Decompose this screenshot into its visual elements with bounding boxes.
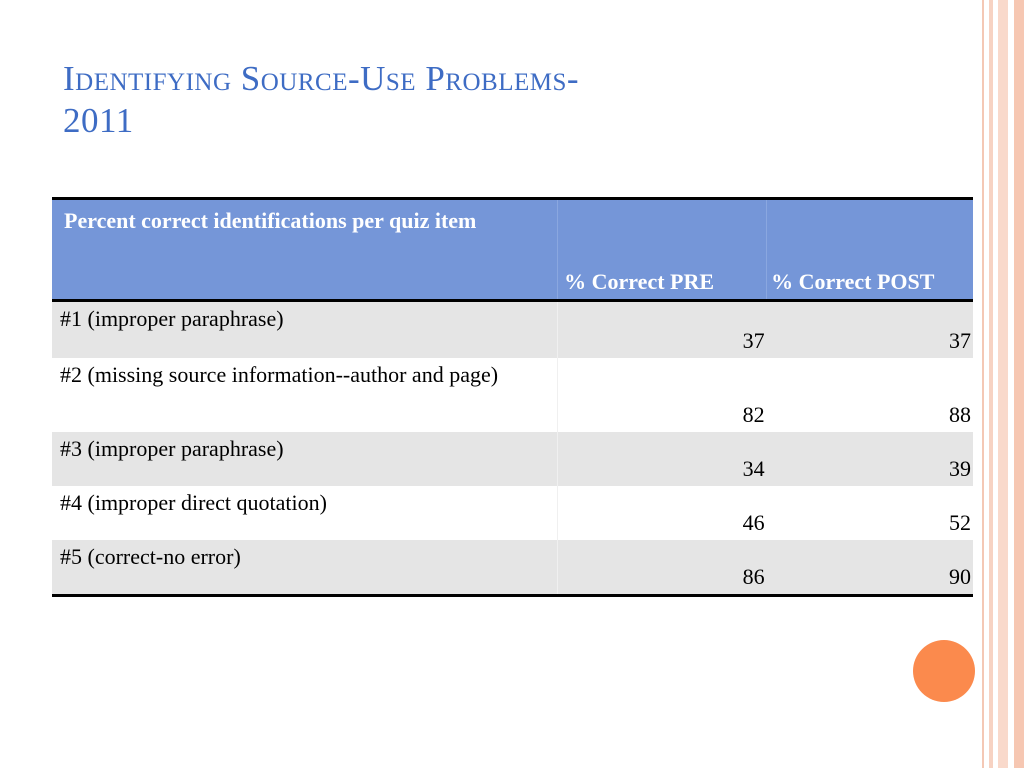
slide-title-line-1: Identifying Source-Use Problems- — [63, 59, 580, 98]
slide-title — [63, 58, 923, 142]
row-item: #4 (improper direct quotation) — [60, 490, 327, 515]
row-item: #1 (improper paraphrase) — [60, 306, 284, 331]
results-table — [52, 197, 973, 597]
header-pre: % Correct PRE — [558, 199, 767, 301]
table-header-row — [52, 199, 973, 301]
row-post-value: 90 — [767, 540, 973, 596]
slide-title-line-2: 2011 — [63, 101, 134, 140]
row-pre-value: 46 — [558, 486, 767, 540]
stripe — [998, 0, 1008, 768]
row-post-value: 88 — [949, 402, 971, 427]
table-row — [52, 358, 973, 432]
row-pre-value: 34 — [558, 432, 767, 486]
table-row — [52, 540, 973, 596]
row-post-value: 37 — [949, 328, 971, 353]
row-item: #2 (missing source information--author and page) — [60, 362, 499, 387]
header-post: % Correct POST — [767, 199, 973, 301]
stripe — [989, 0, 993, 768]
table-row — [52, 301, 973, 359]
header-item: Percent correct identifications per quiz item — [52, 199, 558, 301]
decorative-stripes — [978, 0, 1024, 768]
row-item: #3 (improper paraphrase) — [60, 436, 284, 461]
table-row — [52, 486, 973, 540]
orange-circle-decoration — [913, 640, 975, 702]
row-post-value: 39 — [949, 456, 971, 481]
row-pre-value: 37 — [558, 301, 767, 359]
row-post-value: 52 — [949, 510, 971, 535]
row-item: #5 (correct-no error) — [52, 540, 558, 596]
table-row — [52, 432, 973, 486]
stripe — [982, 0, 984, 768]
stripe — [1014, 0, 1024, 768]
row-pre-value: 86 — [558, 540, 767, 596]
row-pre-value: 82 — [558, 358, 767, 432]
